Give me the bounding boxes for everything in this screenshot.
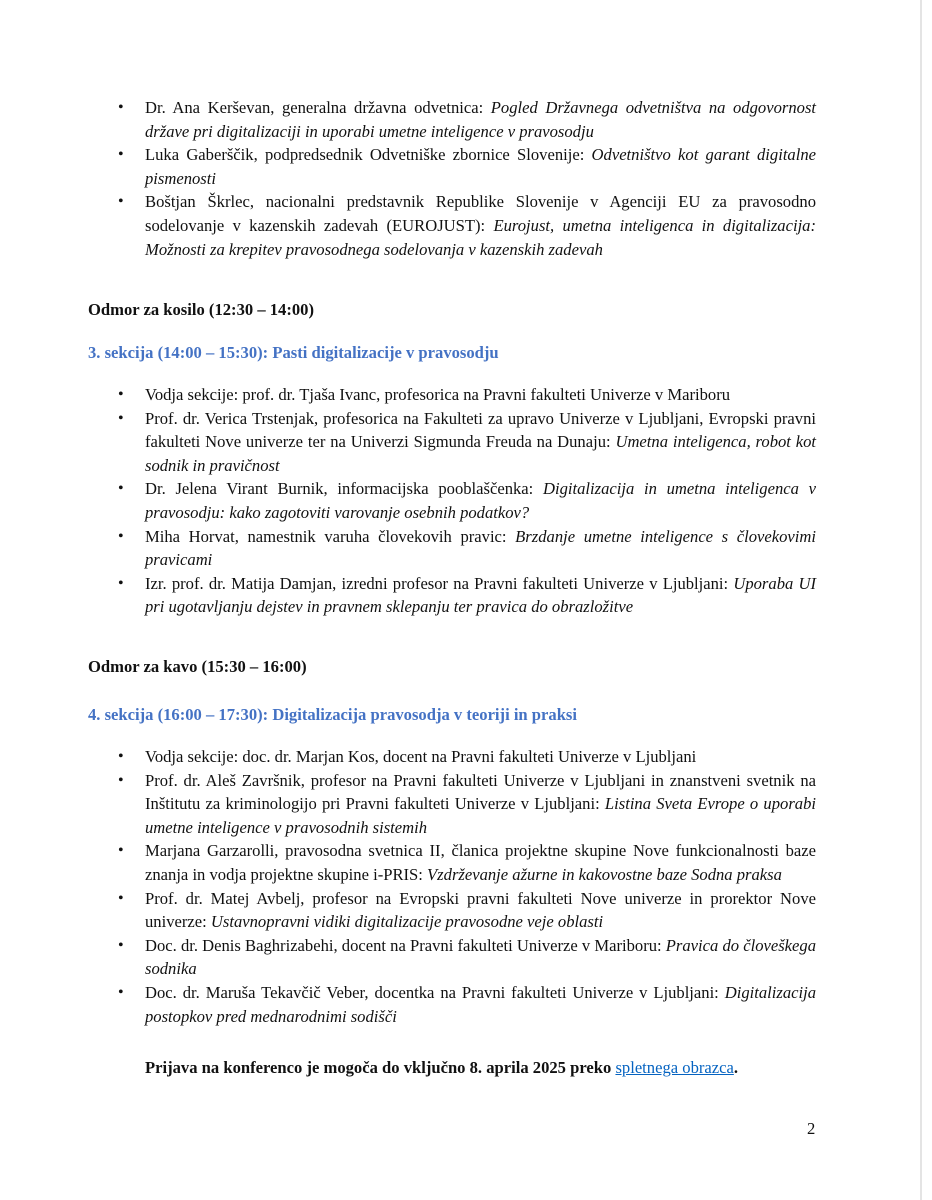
speaker: Dr. Ana Kerševan, generalna državna odvetnica: [145, 98, 491, 117]
registration-period: . [733, 1058, 739, 1077]
talk-title: Uporaba UI pri ugotavljanju dejstev in pravnem sklepanju ter pravica do obrazložitve [145, 573, 816, 617]
list-item [145, 839, 816, 886]
list-item [145, 383, 816, 407]
speaker: Prof. dr. Matej Avbelj, profesor na Evropski pravni fakulteti Nove univerze in prorektor Nove univerze: [145, 888, 816, 932]
list-item [145, 934, 816, 981]
speaker: Boštjan Škrlec, nacionalni predstavnik Republike Slovenije v Agenciji EU za pravosodno sodelovanje v kazenskih zadevah (EUROJUST): [145, 192, 816, 235]
talk-title: Pravica do človeškega sodnika [145, 935, 816, 979]
speaker: Prof. dr. Verica Trstenjak, profesorica na Fakulteti za upravo Univerze v Ljubljani, Evropski pravni fakulteti Nove univerze ter na Univerzi Sigmunda Freuda na Dunaju: [145, 408, 816, 452]
registration-form-link[interactable]: spletnega obrazca [615, 1058, 734, 1077]
list-item [145, 981, 816, 1028]
list-item [145, 190, 816, 261]
section3-heading: 3. sekcija (14:00 – 15:30): Pasti digitalizacije v pravosodju [88, 343, 499, 362]
talk-title: Pogled Državnega odvetništva na odgovornost države pri digitalizaciji in uporabi umetne inteligence v pravosodju [145, 98, 817, 141]
speaker: Vodja sekcije: prof. dr. Tjaša Ivanc, profesorica na Pravni fakulteti Univerze v Mariboru [145, 385, 731, 404]
speaker: Doc. dr. Maruša Tekavčič Veber, docentka na Pravni fakulteti Univerze v Ljubljani: [145, 982, 725, 1002]
talk-title: Vzdrževanje ažurne in kakovostne baze Sodna praksa [427, 864, 782, 884]
list-item [145, 143, 816, 190]
list-item [145, 96, 816, 143]
talk-title: Digitalizacija in umetna inteligenca v pravosodju: kako zagotoviti varovanje osebnih podatkov? [145, 479, 816, 522]
section2-speaker-list [145, 96, 816, 261]
list-item [145, 477, 816, 524]
list-item [145, 407, 816, 478]
section4-heading: 4. sekcija (16:00 – 17:30): Digitalizacija pravosodja v teoriji in praksi [88, 705, 577, 724]
list-item [145, 572, 816, 619]
speaker: Prof. dr. Aleš Završnik, profesor na Pravni fakulteti Univerze v Ljubljani in znanstveni svetnik na Inštitutu za kriminologijo pri Pravni fakulteti Univerze v Ljubljani: [145, 770, 816, 814]
talk-title: Listina Sveta Evrope o uporabi umetne inteligence v pravosodnih sistemih [145, 794, 816, 837]
speaker: Marjana Garzarolli, pravosodna svetnica II, članica projektne skupine Nove funkcionalnosti baze znanja in vodja projektne skupine i-PRIS: [145, 841, 816, 884]
section3-speaker-list [145, 383, 816, 619]
speaker: Dr. Jelena Virant Burnik, informacijska pooblaščenka: [145, 479, 543, 499]
talk-title: Odvetništvo kot garant digitalne pismenosti [145, 145, 816, 188]
list-item [145, 769, 816, 840]
registration-text: Prijava na konferenco je mogoča do vključno 8. aprila 2025 preko [145, 1058, 616, 1077]
speaker: Izr. prof. dr. Matija Damjan, izredni profesor na Pravni fakulteti Univerze v Ljubljani: [145, 573, 734, 593]
talk-title: Eurojust, umetna inteligenca in digitalizacija: Možnosti za krepitev pravosodnega sodelovanja v kazenskih zadevah [145, 215, 817, 259]
talk-title: Brzdanje umetne inteligence s človekovimi pravicami [145, 526, 816, 570]
section4-speaker-list [145, 745, 816, 1028]
page-number: 2 [807, 1119, 816, 1138]
speaker: Doc. dr. Denis Baghrizabehi, docent na Pravni fakulteti Univerze v Mariboru: [145, 935, 666, 955]
talk-title: Umetna inteligenca, robot kot sodnik in pravičnost [145, 432, 817, 475]
registration-note [145, 1056, 738, 1079]
talk-title: Digitalizacija postopkov pred mednarodnimi sodišči [145, 982, 816, 1026]
talk-title: Ustavnopravni vidiki digitalizacije pravosodne veje oblasti [210, 912, 604, 932]
coffee-break-heading: Odmor za kavo (15:30 – 16:00) [88, 657, 307, 676]
list-item [145, 525, 816, 572]
speaker: Miha Horvat, namestnik varuha človekovih pravic: [145, 526, 516, 546]
list-item [145, 745, 816, 769]
page-edge [920, 0, 922, 1200]
speaker: Luka Gaberščik, podpredsednik Odvetniške zbornice Slovenije: [145, 145, 592, 165]
lunch-break-heading: Odmor za kosilo (12:30 – 14:00) [88, 300, 315, 319]
speaker: Vodja sekcije: doc. dr. Marjan Kos, docent na Pravni fakulteti Univerze v Ljubljani [145, 747, 697, 766]
list-item [145, 887, 816, 934]
